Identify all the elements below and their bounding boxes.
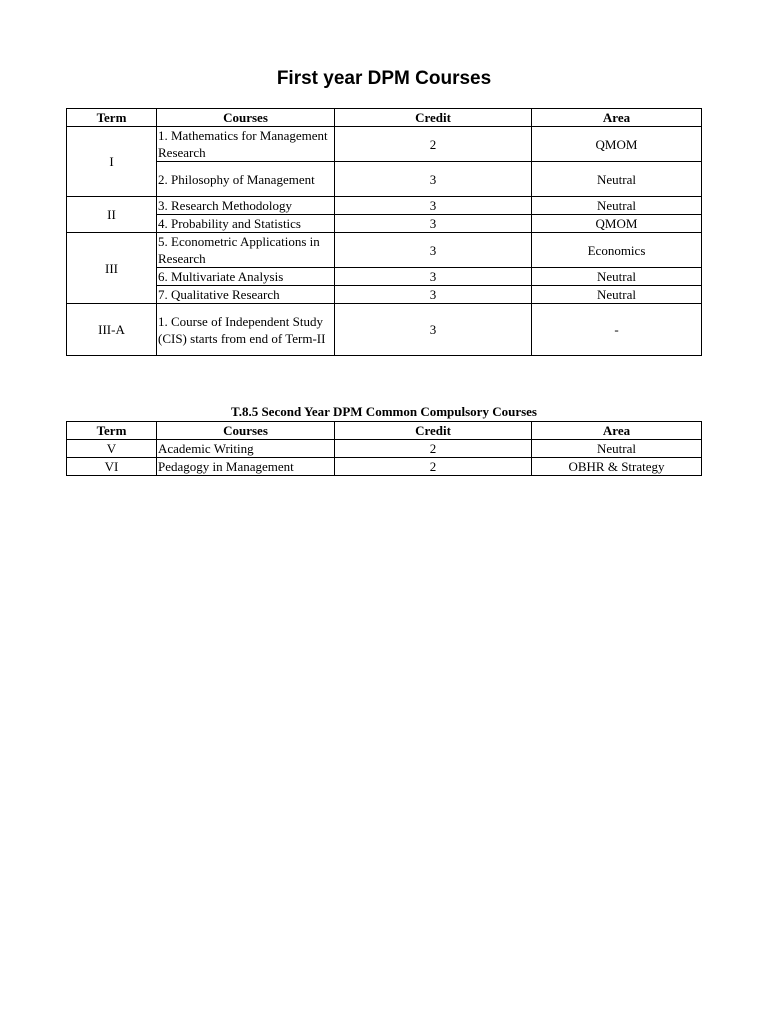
header-credit: Credit <box>335 422 532 440</box>
area-cell: Neutral <box>532 268 702 286</box>
credit-cell: 3 <box>335 215 532 233</box>
area-cell: QMOM <box>532 127 702 162</box>
area-cell: QMOM <box>532 215 702 233</box>
header-courses: Courses <box>157 109 335 127</box>
term-cell: II <box>67 197 157 233</box>
course-cell: Pedagogy in Management <box>157 458 335 476</box>
table-row <box>67 268 702 286</box>
course-cell: 1. Mathematics for Management Research <box>157 127 335 162</box>
table-row <box>67 304 702 356</box>
term-cell: V <box>67 440 157 458</box>
credit-cell: 2 <box>335 127 532 162</box>
header-term: Term <box>67 422 157 440</box>
credit-cell: 3 <box>335 268 532 286</box>
credit-cell: 3 <box>335 304 532 356</box>
term-cell: I <box>67 127 157 197</box>
table-header-row <box>67 422 702 440</box>
term-cell: III-A <box>67 304 157 356</box>
header-courses: Courses <box>157 422 335 440</box>
header-term: Term <box>67 109 157 127</box>
table-row <box>67 215 702 233</box>
course-cell: 3. Research Methodology <box>157 197 335 215</box>
table-row <box>67 197 702 215</box>
area-cell: Economics <box>532 233 702 268</box>
area-cell: OBHR & Strategy <box>532 458 702 476</box>
credit-cell: 3 <box>335 233 532 268</box>
header-credit: Credit <box>335 109 532 127</box>
first-year-courses-table <box>66 108 702 356</box>
credit-cell: 3 <box>335 197 532 215</box>
area-cell: Neutral <box>532 162 702 197</box>
credit-cell: 2 <box>335 458 532 476</box>
credit-cell: 2 <box>335 440 532 458</box>
credit-cell: 3 <box>335 286 532 304</box>
second-year-table-title: T.8.5 Second Year DPM Common Compulsory Courses <box>231 404 537 419</box>
table-row <box>67 162 702 197</box>
area-cell: - <box>532 304 702 356</box>
second-year-courses-table <box>66 421 702 476</box>
area-cell: Neutral <box>532 440 702 458</box>
area-cell: Neutral <box>532 197 702 215</box>
table-row <box>67 233 702 268</box>
term-cell: VI <box>67 458 157 476</box>
term-cell: III <box>67 233 157 304</box>
course-cell: Academic Writing <box>157 440 335 458</box>
credit-cell: 3 <box>335 162 532 197</box>
course-cell: 4. Probability and Statistics <box>157 215 335 233</box>
table-row <box>67 440 702 458</box>
page-title: First year DPM Courses <box>276 68 492 89</box>
header-area: Area <box>532 422 702 440</box>
course-cell: 1. Course of Independent Study (CIS) starts from end of Term-II <box>157 304 335 356</box>
table-row <box>67 286 702 304</box>
course-cell: 6. Multivariate Analysis <box>157 268 335 286</box>
header-area: Area <box>532 109 702 127</box>
course-cell: 5. Econometric Applications in Research <box>157 233 335 268</box>
table-row <box>67 458 702 476</box>
table-header-row <box>67 109 702 127</box>
table-row <box>67 127 702 162</box>
area-cell: Neutral <box>532 286 702 304</box>
course-cell: 2. Philosophy of Management <box>157 162 335 197</box>
course-cell: 7. Qualitative Research <box>157 286 335 304</box>
